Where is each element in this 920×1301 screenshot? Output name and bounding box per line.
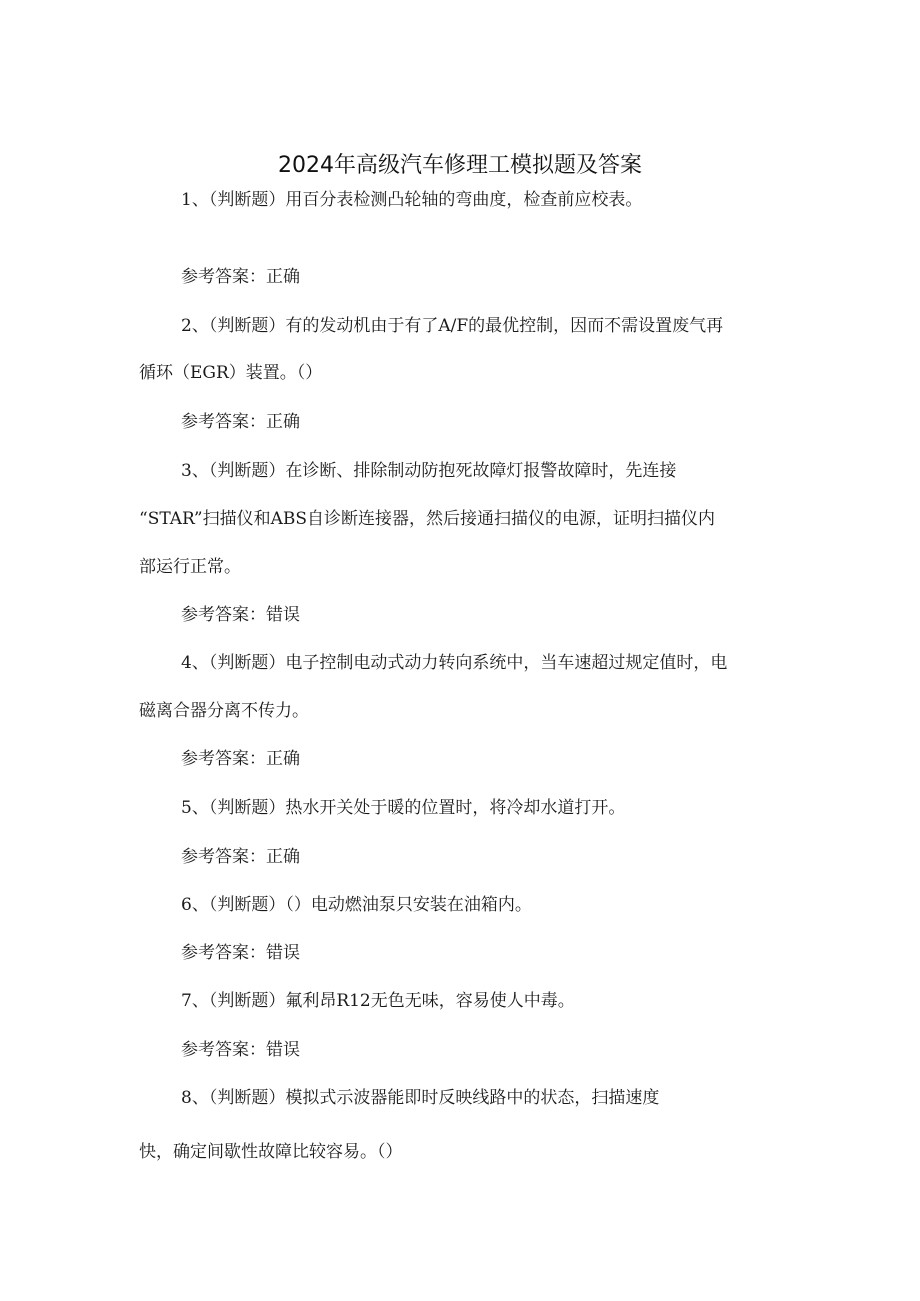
question-1-line-1: 1、（判断题）用百分表检测凸轮轴的弯曲度，检查前应校表。 [181,190,643,210]
question-2-line-2: 循环（EGR）装置。（） [139,363,323,383]
question-3-line-2: “STAR”扫描仪和ABS自诊断连接器，然后接通扫描仪的电源，证明扫描仪内 [139,509,715,529]
question-2-line-1: 2、（判断题）有的发动机由于有了A/F的最优控制，因而不需设置废气再 [181,316,724,336]
answer-7: 参考答案：错误 [181,1040,300,1060]
answer-3: 参考答案：错误 [181,605,300,625]
question-6-line-1: 6、（判断题）（）电动燃油泵只安装在油箱内。 [181,895,532,915]
question-3-line-3: 部运行正常。 [139,557,241,577]
answer-2: 参考答案：正确 [181,412,300,432]
question-8-line-1: 8、（判断题）模拟式示波器能即时反映线路中的状态，扫描速度 [181,1088,660,1108]
question-3-line-1: 3、（判断题）在诊断、排除制动防抱死故障灯报警故障时，先连接 [181,461,677,481]
question-4-line-1: 4、（判断题）电子控制电动式动力转向系统中，当车速超过规定值时，电 [181,653,728,673]
answer-1: 参考答案：正确 [181,267,300,287]
question-5-line-1: 5、（判断题）热水开关处于暖的位置时，将冷却水道打开。 [181,798,626,818]
question-4-line-2: 磁离合器分离不传力。 [139,701,309,721]
document-title: 2024年高级汽车修理工模拟题及答案 [278,153,642,178]
question-8-line-2: 快，确定间歇性故障比较容易。（） [139,1142,403,1162]
answer-5: 参考答案：正确 [181,847,300,867]
question-7-line-1: 7、（判断题）氟利昂R12无色无味，容易使人中毒。 [181,991,575,1011]
answer-6: 参考答案：错误 [181,943,300,963]
answer-4: 参考答案：正确 [181,749,300,769]
